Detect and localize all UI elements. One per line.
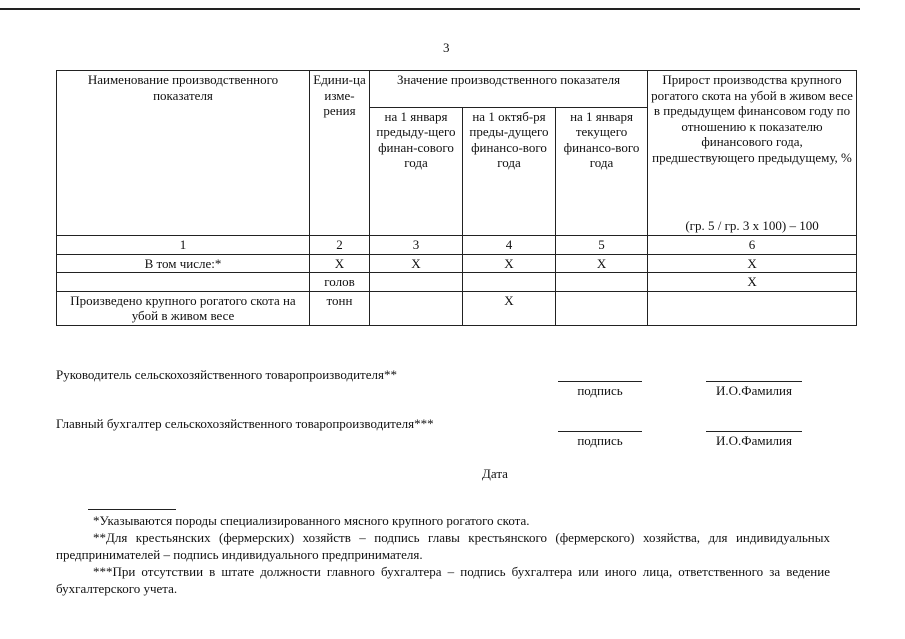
row-c6: Х	[648, 273, 857, 292]
column-number-row	[57, 236, 857, 255]
footnote-2	[56, 529, 830, 563]
header-growth	[648, 71, 857, 236]
table-row	[57, 273, 857, 292]
row-c4: Х	[463, 254, 556, 273]
row-unit: голов	[310, 273, 370, 292]
row-c3: Х	[370, 254, 463, 273]
row-unit: Х	[310, 254, 370, 273]
row-c5: Х	[556, 254, 648, 273]
footnote-rule	[88, 509, 176, 510]
header-growth-text: Прирост производства крупного рогатого скота на убой в живом весе в предыдущем финансовом году по отношению к показателю финансового года, предшествующего предыдущему, %	[651, 72, 853, 165]
col-num-2: 2	[310, 236, 370, 255]
accountant-name-caption: И.О.Фамилия	[716, 433, 792, 448]
accountant-signature-line	[558, 431, 642, 432]
table-row	[57, 254, 857, 273]
col-num-6: 6	[648, 236, 857, 255]
col-num-1: 1	[57, 236, 310, 255]
row-c3	[370, 273, 463, 292]
col-num-5: 5	[556, 236, 648, 255]
footnote-2-text: **Для крестьянских (фермерских) хозяйств – подпись главы крестьянского (фермерского) хозяйства, для индивидуальных предпринимателей – подпись индивидуального предпринимателя.	[56, 530, 830, 562]
header-value-group: Значение производственного показателя	[370, 71, 648, 108]
footnote-3	[56, 563, 830, 597]
row-c6: Х	[648, 254, 857, 273]
footnote-1-text: *Указываются породы специализированного мясного крупного рогатого скота.	[93, 513, 530, 528]
head-signature-line	[558, 381, 642, 382]
row-name: Произведено крупного рогатого скота на убой в живом весе	[57, 291, 310, 325]
row-name: В том числе:*	[57, 254, 310, 273]
head-signature-caption: подпись	[577, 383, 623, 398]
head-name-line	[706, 381, 802, 382]
row-c3	[370, 291, 463, 325]
head-name-caption: И.О.Фамилия	[716, 383, 792, 398]
row-c6	[648, 291, 857, 325]
row-c4: Х	[463, 291, 556, 325]
row-c5	[556, 291, 648, 325]
col-num-4: 4	[463, 236, 556, 255]
date-label: Дата	[482, 466, 508, 481]
header-oct-prev: на 1 октяб-ря преды-дущего финансо-вого года	[463, 107, 556, 235]
row-unit: тонн	[310, 291, 370, 325]
head-signature-label: Руководитель сельскохозяйственного товаропроизводителя**	[56, 367, 397, 382]
col-num-3: 3	[370, 236, 463, 255]
top-rule	[0, 8, 860, 10]
table-row	[57, 291, 857, 325]
accountant-signature-label: Главный бухгалтер сельскохозяйственного товаропроизводителя***	[56, 416, 434, 431]
header-jan-prev: на 1 января предыду-щего финан-сового года	[370, 107, 463, 235]
row-c4	[463, 273, 556, 292]
footnote-3-text: ***При отсутствии в штате должности главного бухгалтера – подпись бухгалтера или иного лица, ответственного за ведение бухгалтерского учета.	[56, 564, 830, 596]
header-unit: Едини-ца изме-рения	[310, 71, 370, 236]
header-name: Наименование производственного показателя	[57, 71, 310, 236]
header-jan-current: на 1 января текущего финансо-вого года	[556, 107, 648, 235]
row-name	[57, 273, 310, 292]
row-c5	[556, 273, 648, 292]
page-number: 3	[443, 40, 450, 55]
accountant-signature-caption: подпись	[577, 433, 623, 448]
header-row-1	[57, 71, 857, 108]
footnote-1	[56, 512, 830, 529]
header-growth-formula: (гр. 5 / гр. 3 х 100) – 100	[685, 218, 819, 234]
production-indicator-table	[56, 70, 857, 326]
accountant-name-line	[706, 431, 802, 432]
